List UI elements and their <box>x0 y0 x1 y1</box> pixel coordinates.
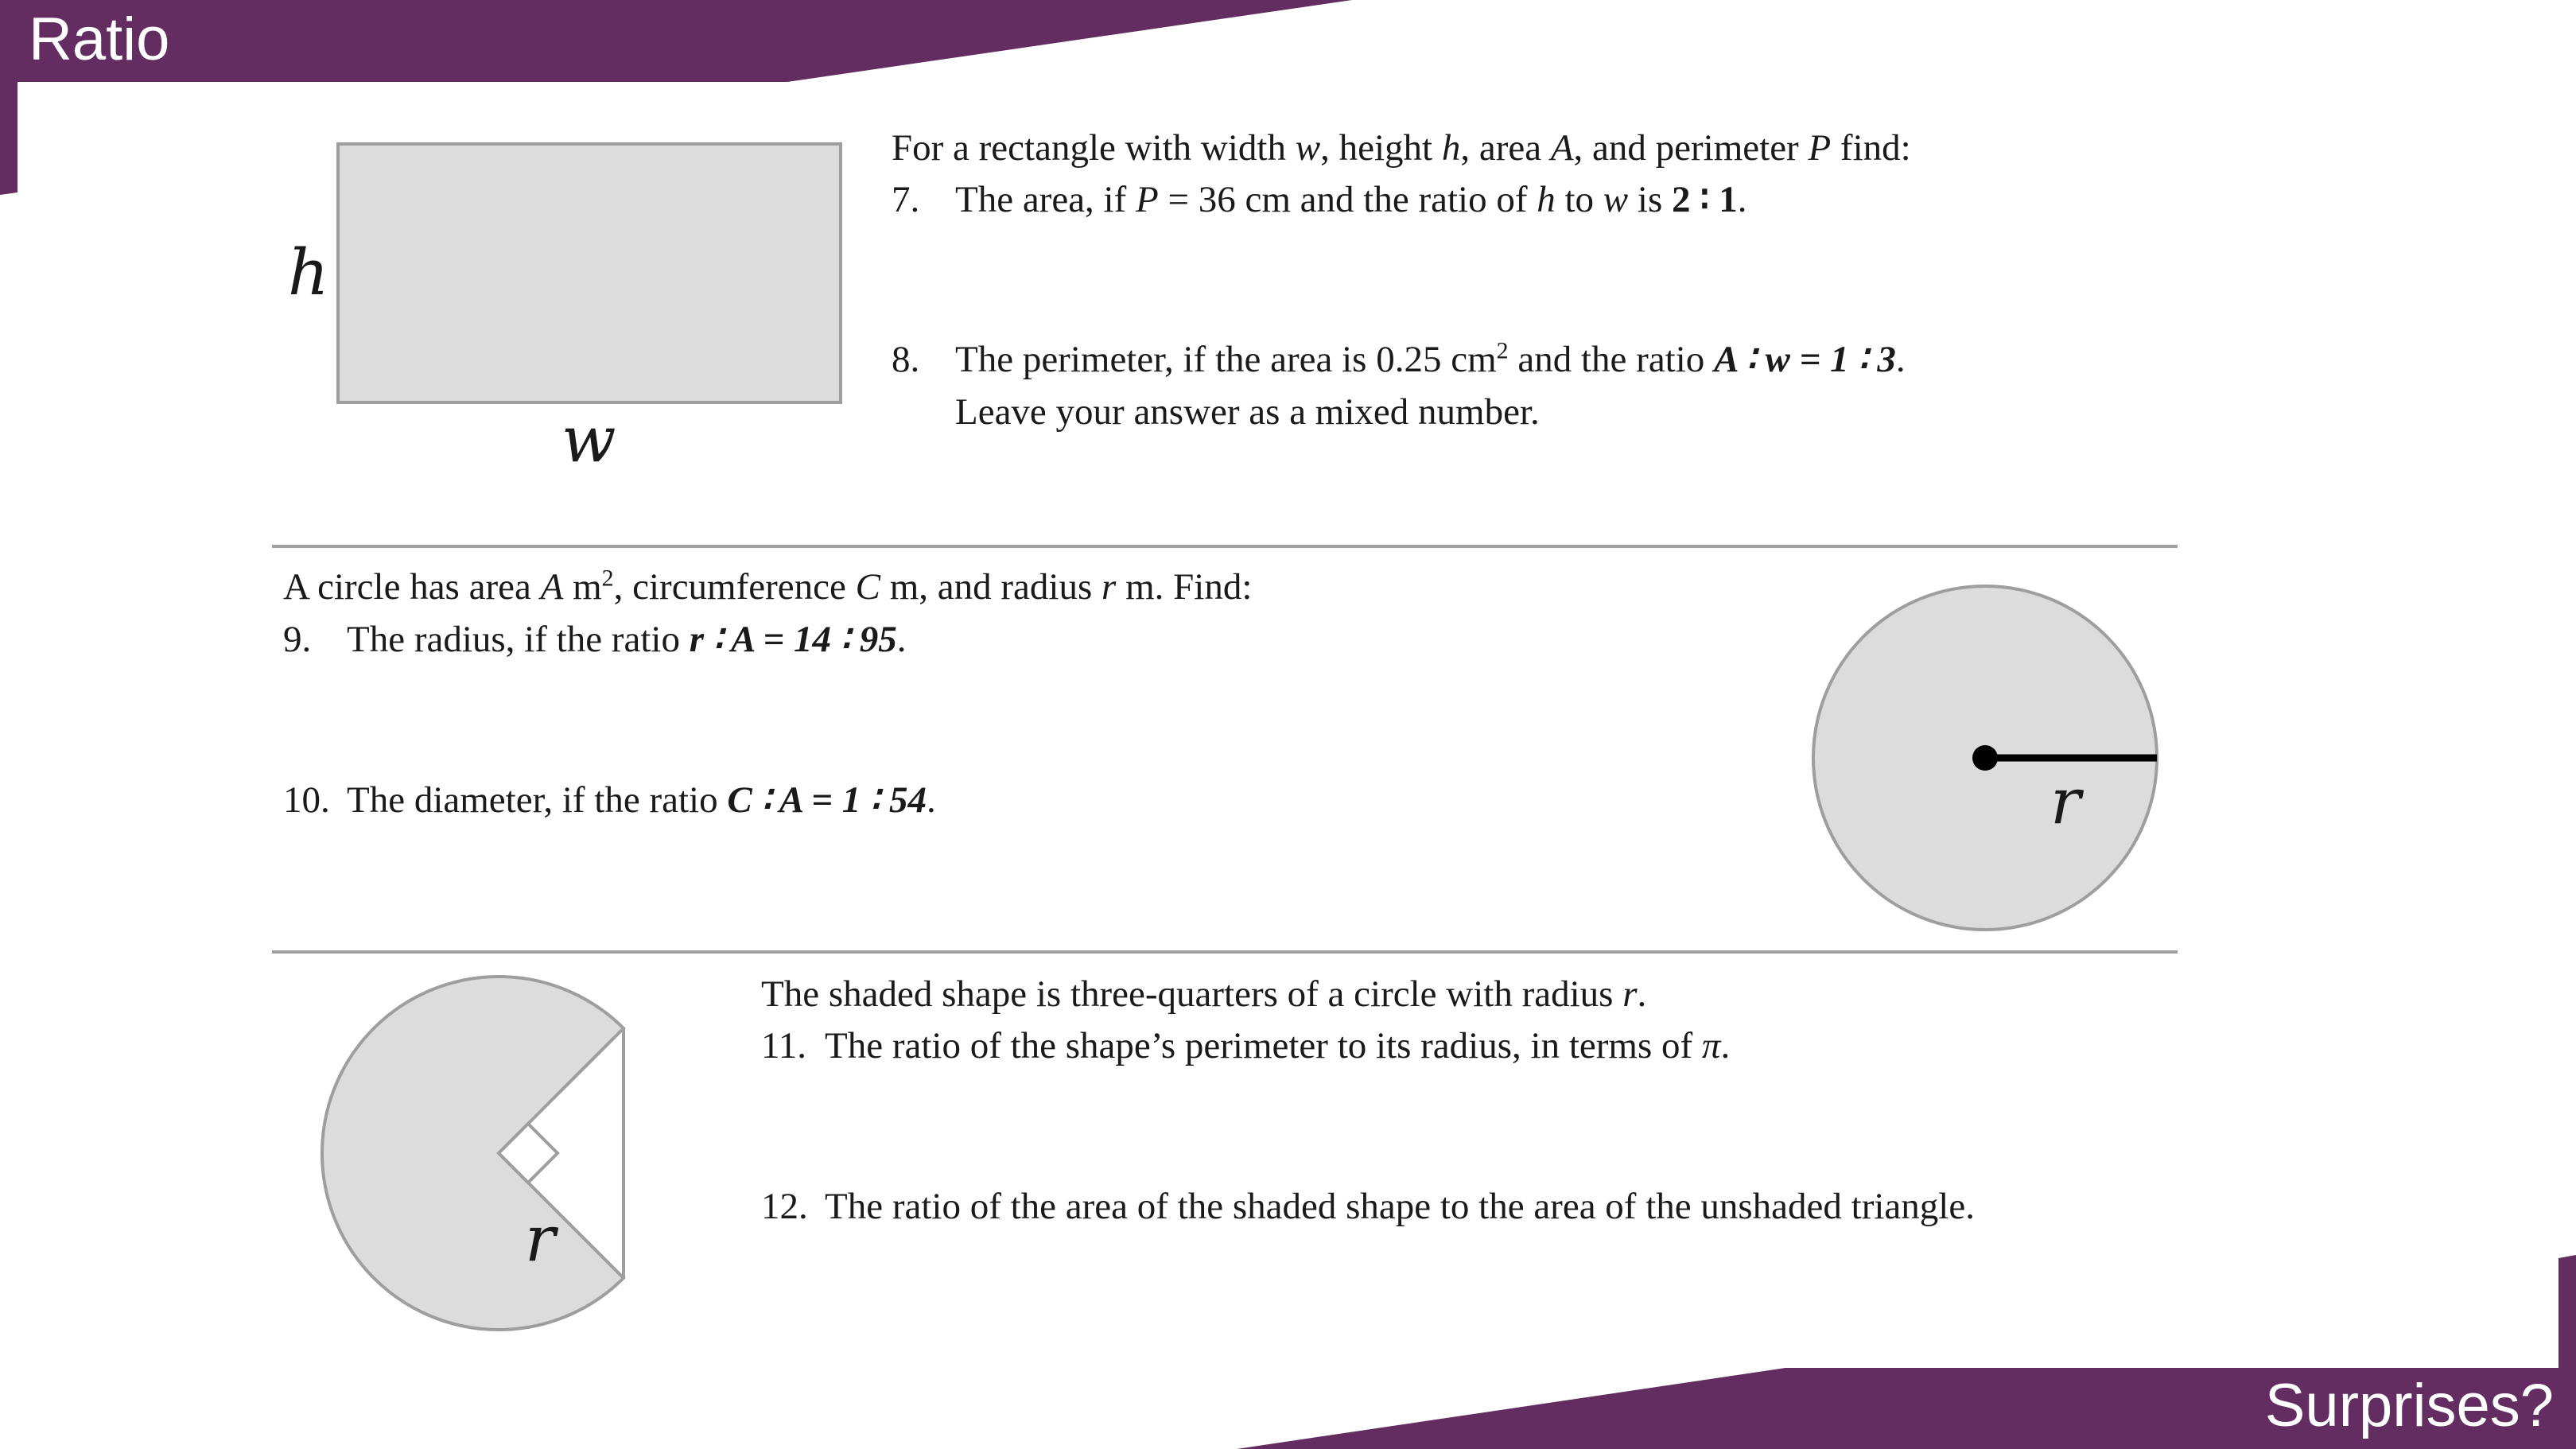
question-11: 11. The ratio of the shape’s perimeter to its radius, in terms of π. <box>761 1025 1731 1066</box>
sector-radius-label: r <box>525 1202 556 1276</box>
sector-intro: The shaded shape is three-quarters of a circle with radius r. <box>761 973 1647 1015</box>
circle-center-dot <box>1972 745 1998 771</box>
question-8-note: Leave your answer as a mixed number. <box>955 391 1540 433</box>
question-7: 7. The area, if P = 36 cm and the ratio of h to w is 2 ∶ 1. <box>892 179 1747 220</box>
rectangle-diagram <box>338 144 841 402</box>
rectangle-height-label: h <box>288 235 329 309</box>
circle-intro: A circle has area A $m^2$, circumference C m, and radius r m. Find: <box>283 565 1253 608</box>
footer-title: Surprises? <box>2264 1372 2554 1439</box>
page-title: Ratio <box>29 6 170 73</box>
question-12: 12. The ratio of the area of the shaded shape to the area of the unshaded triangle. <box>761 1186 1975 1227</box>
question-9: 9. The radius, if the ratio r ∶ A = 14 ∶ 95. <box>283 619 907 660</box>
rectangle-intro: For a rectangle with width w, height h, area A, and perimeter P find: <box>892 127 1911 169</box>
circle-radius-label: r <box>2050 764 2081 838</box>
rectangle-width-label: w <box>561 402 616 476</box>
three-quarter-circle-shape <box>322 977 624 1330</box>
question-8: 8. The perimeter, if the area is 0.25 $cm^2$ and the ratio A ∶ w = 1 ∶ 3. <box>892 337 1906 380</box>
question-10: 10. The diameter, if the ratio C ∶ A = 1 ∶ 54. <box>283 779 936 821</box>
